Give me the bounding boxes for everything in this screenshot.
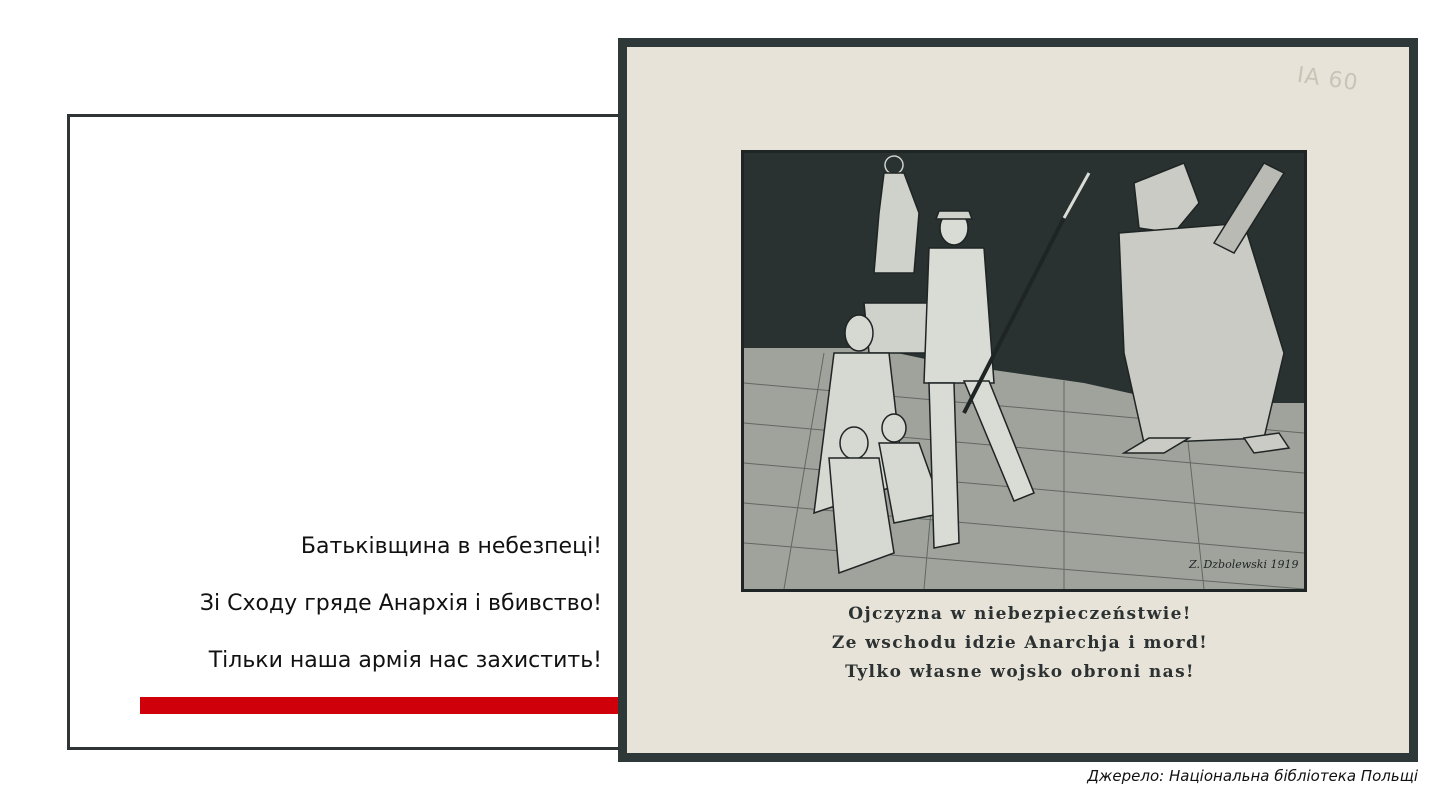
poster-illustration: [741, 150, 1307, 592]
poster-image: [618, 38, 1418, 762]
illustration-drawing: [744, 153, 1304, 589]
slogan-line-2: Зі Сходу гряде Анархія і вбивство!: [199, 591, 602, 616]
archive-stamp: IA 60: [1296, 62, 1361, 97]
poster-caption-line-3: Tylko własne wojsko obroni nas!: [845, 662, 1195, 682]
poster-caption-line-1: Ojczyzna w niebezpieczeństwie!: [848, 604, 1192, 624]
red-accent-bar: [140, 697, 630, 714]
slogan-line-1: Батьківщина в небезпеці!: [300, 534, 602, 559]
poster-caption: [627, 600, 1409, 687]
slogan-line-3: Тільки наша армія нас захистить!: [208, 648, 602, 673]
artist-signature: Z. Dzbolewski 1919: [1189, 558, 1299, 571]
source-credit: Джерело: Національна бібліотека Польщі: [1087, 767, 1418, 785]
slogan-text-block: [42, 533, 602, 704]
poster-caption-line-2: Ze wschodu idzie Anarchja i mord!: [831, 633, 1209, 653]
poster-paper: [627, 47, 1409, 753]
